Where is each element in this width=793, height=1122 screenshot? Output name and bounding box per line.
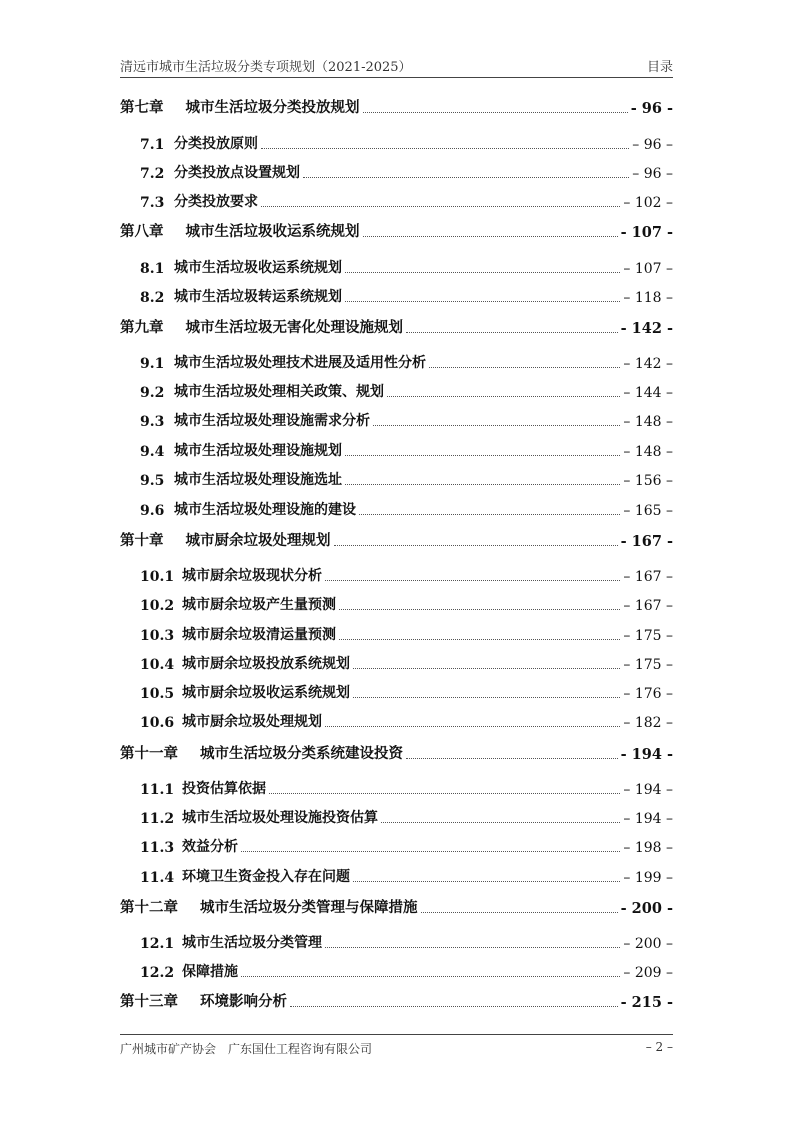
page-number: – 96 – bbox=[632, 137, 673, 153]
toc-section-entry[interactable] bbox=[120, 651, 673, 673]
toc-section-entry[interactable] bbox=[120, 592, 673, 614]
toc-section-entry[interactable] bbox=[120, 284, 673, 306]
toc-section-entry[interactable] bbox=[120, 379, 673, 401]
section-number: 8.1 bbox=[140, 261, 165, 277]
toc-section-entry[interactable] bbox=[120, 959, 673, 981]
page-number: – 102 – bbox=[623, 195, 673, 211]
page-number: – 142 – bbox=[623, 356, 673, 372]
toc-chapter-entry[interactable] bbox=[120, 741, 673, 763]
section-title: 城市生活垃圾处理设施需求分析 bbox=[174, 413, 370, 429]
section-number: 10.1 bbox=[140, 569, 175, 585]
section-title: 投资估算依据 bbox=[182, 781, 266, 797]
dot-leader bbox=[339, 638, 620, 640]
chapter-title: 城市生活垃圾分类管理与保障措施 bbox=[200, 899, 418, 916]
dot-leader bbox=[421, 911, 618, 913]
dot-leader bbox=[303, 176, 629, 178]
page-number: – 209 – bbox=[623, 965, 673, 981]
page-number: - 142 - bbox=[620, 320, 673, 337]
dot-leader bbox=[339, 608, 620, 610]
page-number: - 200 - bbox=[620, 900, 673, 917]
section-number: 9.3 bbox=[140, 414, 165, 430]
dot-leader bbox=[261, 205, 620, 207]
footer-organization: 广州城市矿产协会 广东国仕工程咨询有限公司 bbox=[120, 1042, 373, 1056]
page-number: – 194 – bbox=[623, 782, 673, 798]
toc-section-entry[interactable] bbox=[120, 680, 673, 702]
toc-section-entry[interactable] bbox=[120, 350, 673, 372]
chapter-number: 第十二章 bbox=[120, 899, 178, 916]
chapter-title: 城市厨余垃圾处理规划 bbox=[185, 532, 331, 549]
dot-leader bbox=[406, 757, 618, 759]
chapter-title: 城市生活垃圾无害化处理设施规划 bbox=[185, 319, 403, 336]
toc-section-entry[interactable] bbox=[120, 160, 673, 182]
dot-leader bbox=[381, 821, 620, 823]
toc-section-entry[interactable] bbox=[120, 467, 673, 489]
page-number: – 148 – bbox=[623, 414, 673, 430]
section-number: 10.5 bbox=[140, 686, 175, 702]
page-number: – 96 – bbox=[632, 166, 673, 182]
chapter-title: 环境影响分析 bbox=[200, 993, 287, 1010]
section-title: 分类投放原则 bbox=[174, 136, 258, 152]
section-title: 效益分析 bbox=[182, 839, 238, 855]
section-title: 城市厨余垃圾现状分析 bbox=[182, 568, 322, 584]
section-number: 11.2 bbox=[140, 811, 175, 827]
dot-leader bbox=[325, 946, 620, 948]
chapter-number: 第十三章 bbox=[120, 993, 178, 1010]
section-title: 城市生活垃圾处理设施选址 bbox=[174, 472, 342, 488]
section-number: 12.1 bbox=[140, 936, 175, 952]
toc-chapter-entry[interactable] bbox=[120, 95, 673, 117]
chapter-number: 第九章 bbox=[120, 319, 164, 336]
page-number: – 176 – bbox=[623, 686, 673, 702]
toc-chapter-entry[interactable] bbox=[120, 895, 673, 917]
page-number: – 156 – bbox=[623, 473, 673, 489]
page-number: – 144 – bbox=[623, 385, 673, 401]
section-title: 城市厨余垃圾产生量预测 bbox=[182, 597, 336, 613]
page-number: – 165 – bbox=[623, 503, 673, 519]
section-number: 8.2 bbox=[140, 290, 165, 306]
section-title: 城市厨余垃圾投放系统规划 bbox=[182, 656, 350, 672]
header-section-label: 目录 bbox=[646, 60, 673, 75]
dot-leader bbox=[373, 424, 620, 426]
toc-section-entry[interactable] bbox=[120, 834, 673, 856]
section-title: 城市生活垃圾处理相关政策、规划 bbox=[174, 384, 384, 400]
section-title: 分类投放要求 bbox=[174, 194, 258, 210]
toc-section-entry[interactable] bbox=[120, 805, 673, 827]
section-title: 保障措施 bbox=[182, 964, 238, 980]
toc-section-entry[interactable] bbox=[120, 438, 673, 460]
page-number: – 107 – bbox=[623, 261, 673, 277]
page-footer bbox=[120, 1040, 673, 1058]
section-number: 9.1 bbox=[140, 356, 165, 372]
dot-leader bbox=[345, 271, 620, 273]
section-title: 分类投放点设置规划 bbox=[174, 165, 300, 181]
toc-chapter-entry[interactable] bbox=[120, 528, 673, 550]
section-number: 9.5 bbox=[140, 473, 165, 489]
toc-section-entry[interactable] bbox=[120, 622, 673, 644]
dot-leader bbox=[363, 111, 628, 113]
footer-page-number: – 2 – bbox=[645, 1040, 673, 1054]
dot-leader bbox=[325, 579, 620, 581]
section-number: 11.1 bbox=[140, 782, 175, 798]
toc-section-entry[interactable] bbox=[120, 255, 673, 277]
section-title: 城市生活垃圾收运系统规划 bbox=[174, 260, 342, 276]
dot-leader bbox=[334, 544, 618, 546]
toc-section-entry[interactable] bbox=[120, 864, 673, 886]
dot-leader bbox=[261, 147, 629, 149]
page-number: – 167 – bbox=[623, 569, 673, 585]
page-number: – 200 – bbox=[623, 936, 673, 952]
section-number: 7.3 bbox=[140, 195, 165, 211]
section-number: 10.3 bbox=[140, 628, 175, 644]
page-number: - 167 - bbox=[620, 533, 673, 550]
dot-leader bbox=[363, 235, 618, 237]
dot-leader bbox=[353, 667, 620, 669]
dot-leader bbox=[345, 300, 620, 302]
chapter-title: 城市生活垃圾收运系统规划 bbox=[185, 223, 360, 240]
section-number: 11.4 bbox=[140, 870, 175, 886]
header-rule bbox=[120, 77, 673, 78]
page-number: – 175 – bbox=[623, 657, 673, 673]
toc-section-entry[interactable] bbox=[120, 930, 673, 952]
dot-leader bbox=[353, 696, 620, 698]
chapter-title: 城市生活垃圾分类系统建设投资 bbox=[200, 745, 403, 762]
toc-section-entry[interactable] bbox=[120, 497, 673, 519]
toc-chapter-entry[interactable] bbox=[120, 219, 673, 241]
footer-rule bbox=[120, 1034, 673, 1035]
section-number: 9.2 bbox=[140, 385, 165, 401]
toc-section-entry[interactable] bbox=[120, 709, 673, 731]
section-title: 城市生活垃圾分类管理 bbox=[182, 935, 322, 951]
page-number: – 175 – bbox=[623, 628, 673, 644]
dot-leader bbox=[345, 483, 620, 485]
section-number: 10.4 bbox=[140, 657, 175, 673]
dot-leader bbox=[241, 975, 620, 977]
section-number: 10.6 bbox=[140, 715, 175, 731]
toc-section-entry[interactable] bbox=[120, 563, 673, 585]
toc-section-entry[interactable] bbox=[120, 408, 673, 430]
section-title: 城市生活垃圾处理设施规划 bbox=[174, 443, 342, 459]
section-number: 9.6 bbox=[140, 503, 165, 519]
dot-leader bbox=[345, 454, 620, 456]
toc-chapter-entry[interactable] bbox=[120, 315, 673, 337]
section-number: 12.2 bbox=[140, 965, 175, 981]
dot-leader bbox=[241, 850, 620, 852]
chapter-number: 第七章 bbox=[120, 99, 164, 116]
chapter-number: 第十章 bbox=[120, 532, 164, 549]
dot-leader bbox=[290, 1005, 618, 1007]
page-number: – 198 – bbox=[623, 840, 673, 856]
page-number: – 167 – bbox=[623, 598, 673, 614]
section-title: 城市生活垃圾转运系统规划 bbox=[174, 289, 342, 305]
section-number: 7.2 bbox=[140, 166, 165, 182]
section-title: 城市厨余垃圾处理规划 bbox=[182, 714, 322, 730]
dot-leader bbox=[359, 513, 620, 515]
chapter-number: 第八章 bbox=[120, 223, 164, 240]
page-number: – 182 – bbox=[623, 715, 673, 731]
page-number: - 194 - bbox=[620, 746, 673, 763]
page-number: – 194 – bbox=[623, 811, 673, 827]
dot-leader bbox=[353, 880, 620, 882]
dot-leader bbox=[406, 331, 618, 333]
dot-leader bbox=[387, 395, 620, 397]
section-title: 城市生活垃圾处理技术进展及适用性分析 bbox=[174, 355, 426, 371]
section-title: 城市厨余垃圾收运系统规划 bbox=[182, 685, 350, 701]
section-title: 环境卫生资金投入存在问题 bbox=[182, 869, 350, 885]
dot-leader bbox=[325, 725, 620, 727]
section-number: 10.2 bbox=[140, 598, 175, 614]
section-number: 7.1 bbox=[140, 137, 165, 153]
page-number: - 96 - bbox=[630, 100, 673, 117]
section-title: 城市生活垃圾处理设施投资估算 bbox=[182, 810, 378, 826]
section-number: 11.3 bbox=[140, 840, 175, 856]
page-number: – 118 – bbox=[623, 290, 673, 306]
section-title: 城市生活垃圾处理设施的建设 bbox=[174, 502, 356, 518]
section-number: 9.4 bbox=[140, 444, 165, 460]
dot-leader bbox=[429, 366, 620, 368]
dot-leader bbox=[269, 792, 620, 794]
page-number: – 148 – bbox=[623, 444, 673, 460]
toc-section-entry[interactable] bbox=[120, 189, 673, 211]
page-number: – 199 – bbox=[623, 870, 673, 886]
section-title: 城市厨余垃圾清运量预测 bbox=[182, 627, 336, 643]
document-title: 清远市城市生活垃圾分类专项规划（2021-2025） bbox=[120, 60, 412, 75]
chapter-title: 城市生活垃圾分类投放规划 bbox=[185, 99, 360, 116]
page-number: - 107 - bbox=[620, 224, 673, 241]
page-number: - 215 - bbox=[620, 994, 673, 1011]
chapter-number: 第十一章 bbox=[120, 745, 178, 762]
page-header bbox=[120, 56, 673, 76]
toc-chapter-entry[interactable] bbox=[120, 989, 673, 1011]
toc-section-entry[interactable] bbox=[120, 131, 673, 153]
toc-section-entry[interactable] bbox=[120, 776, 673, 798]
